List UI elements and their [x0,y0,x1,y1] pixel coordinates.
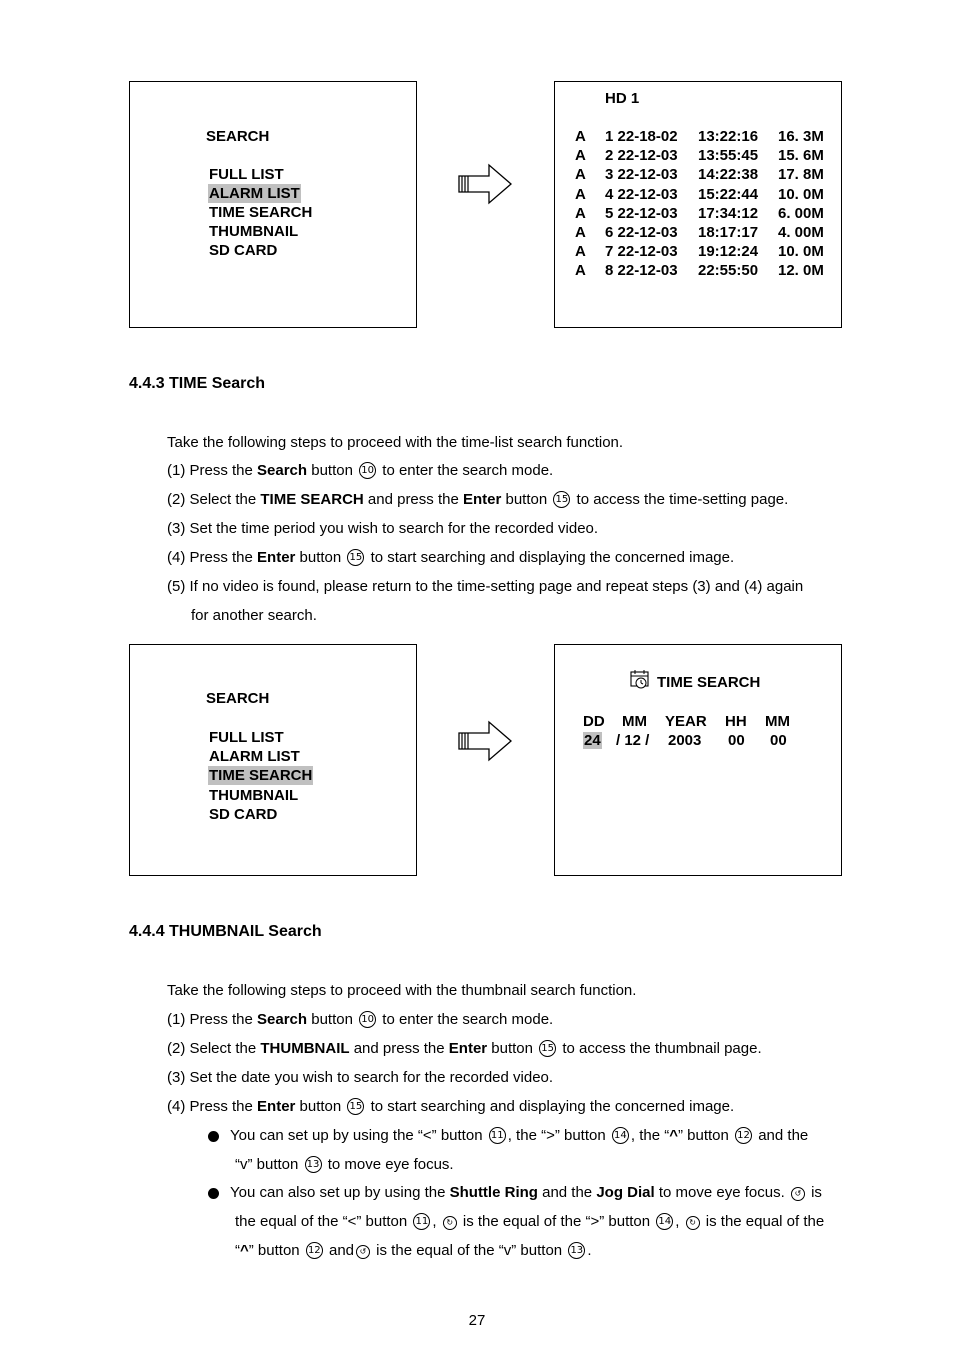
button-10-icon: 10 [359,1011,376,1028]
thumbnail-search-intro: Take the following steps to proceed with the thumbnail search function. [167,982,637,999]
thumbnail-search-step-4: (4) Press the Enter button 15 to start searching and displaying the concerned image. [167,1098,735,1115]
value-month: / 12 / [616,732,650,749]
button-15-icon: 15 [553,491,570,508]
alarm-size: 6. 00M [778,204,824,222]
right-arrow-icon [455,720,515,762]
alarm-list-screen [554,81,842,328]
menu-title: SEARCH [206,690,270,707]
alarm-time: 18:17:17 [698,224,759,241]
alarm-time: 14:22:38 [698,166,759,184]
alarm-size: 10. 0M [778,185,824,203]
value-minute: 00 [770,732,787,749]
alarm-entry: 6 22-12-03 [605,224,678,241]
button-11-icon: 11 [489,1127,506,1144]
alarm-size: 15. 6M [778,147,824,165]
label-minute: MM [765,713,790,730]
shuttle-ring-left-icon: ↺ [791,1187,805,1201]
menu-item-full-list: FULL LIST [209,729,284,746]
bullet-icon [208,1188,219,1199]
time-search-step-1: (1) Press the Search button 10 to enter the search mode. [167,462,554,479]
time-search-step-5-cont: for another search. [191,607,317,624]
alarm-entry: 5 22-12-03 [605,204,678,222]
right-arrow-icon [455,163,515,205]
bullet-1-line-2: “v” button 13 to move eye focus. [235,1156,454,1173]
section-heading-thumbnail-search: 4.4.4 THUMBNAIL Search [129,923,322,940]
time-search-step-4: (4) Press the Enter button 15 to start searching and displaying the concerned image. [167,549,735,566]
value-day: 24 [584,732,601,749]
menu-item-sd-card: SD CARD [209,242,278,259]
thumbnail-search-step-2: (2) Select the THUMBNAIL and press the Enter button 15 to access the thumbnail page. [167,1040,762,1057]
value-hour: 00 [728,732,745,749]
alarm-flag: A [575,262,586,280]
alarm-flag: A [575,204,586,222]
menu-item-thumbnail: THUMBNAIL [209,787,299,804]
alarm-entry: 3 22-12-03 [605,166,678,184]
time-search-title: TIME SEARCH [657,674,761,691]
alarm-entry: 8 22-12-03 [605,262,678,280]
alarm-time: 19:12:24 [698,243,759,261]
shuttle-ring-right-icon: ↻ [443,1216,457,1230]
bullet-icon [208,1131,219,1142]
alarm-flag: A [575,166,586,184]
value-year: 2003 [668,732,702,749]
alarm-flag: A [575,224,586,241]
calendar-clock-icon [629,669,651,691]
alarm-time: 13:22:16 [698,128,759,145]
button-15-icon: 15 [347,549,364,566]
jog-dial-left-icon: ↺ [356,1245,370,1259]
menu-item-time-search: TIME SEARCH [209,767,313,784]
alarm-flag: A [575,243,586,261]
button-12-icon: 12 [735,1127,752,1144]
button-13-icon: 13 [305,1156,322,1173]
menu-item-sd-card: SD CARD [209,806,278,823]
thumbnail-search-step-1: (1) Press the Search button 10 to enter the search mode. [167,1011,554,1028]
button-10-icon: 10 [359,462,376,479]
menu-item-alarm-list: ALARM LIST [209,185,300,202]
alarm-entry: 4 22-12-03 [605,185,678,203]
alarm-size: 10. 0M [778,243,824,261]
bullet-2-line-2: the equal of the “<” button 11 , ↻ is the equal of the “>” button 14 , ↻ is the equal of the [235,1213,825,1230]
alarm-list-title: HD 1 [605,90,640,107]
alarm-entry: 2 22-12-03 [605,147,678,165]
label-dd: DD [583,713,605,730]
alarm-flag: A [575,147,586,165]
alarm-size: 12. 0M [778,262,824,280]
menu-item-alarm-list: ALARM LIST [209,748,300,765]
alarm-flag: A [575,128,586,145]
time-search-intro: Take the following steps to proceed with the time-list search function. [167,434,624,451]
menu-item-time-search: TIME SEARCH [209,204,313,221]
alarm-size: 16. 3M [778,128,824,145]
time-search-step-3: (3) Set the time period you wish to search for the recorded video. [167,520,599,537]
time-search-step-2: (2) Select the TIME SEARCH and press the Enter button 15 to access the time-setting page. [167,491,789,508]
alarm-time: 17:34:12 [698,204,759,222]
alarm-flag: A [575,185,586,203]
search-menu-screen-1 [129,81,417,328]
alarm-time: 15:22:44 [698,185,759,203]
menu-item-thumbnail: THUMBNAIL [209,223,299,240]
menu-title: SEARCH [206,128,270,145]
button-15-icon: 15 [347,1098,364,1115]
bullet-2-line-3: “^” button 12 and ↺ is the equal of the “v” button 13 . [235,1242,592,1259]
alarm-size: 17. 8M [778,166,824,184]
time-search-step-5: (5) If no video is found, please return to the time-setting page and repeat steps (3) and (4) again [167,578,804,595]
search-menu-screen-2 [129,644,417,876]
thumbnail-search-step-3: (3) Set the date you wish to search for the recorded video. [167,1069,554,1086]
bullet-1-line-1: You can set up by using the “<” button 11 , the “>” button 14 , the “^” button 12 and the [230,1127,809,1144]
alarm-entry: 1 22-18-02 [605,128,678,145]
section-heading-time-search: 4.4.3 TIME Search [129,375,266,392]
menu-item-full-list: FULL LIST [209,166,284,183]
alarm-size: 4. 00M [778,224,824,241]
button-15-icon: 15 [539,1040,556,1057]
button-14-icon: 14 [656,1213,673,1230]
alarm-entry: 7 22-12-03 [605,243,678,261]
page-number: 27 [468,1312,486,1329]
alarm-time: 22:55:50 [698,262,759,280]
time-search-screen [554,644,842,876]
label-month: MM [622,713,647,730]
button-13-icon: 13 [568,1242,585,1259]
jog-dial-right-icon: ↻ [686,1216,700,1230]
button-14-icon: 14 [612,1127,629,1144]
button-12-icon: 12 [306,1242,323,1259]
label-year: YEAR [665,713,707,730]
button-11-icon: 11 [413,1213,430,1230]
label-hh: HH [725,713,747,730]
bullet-2-line-1: You can also set up by using the Shuttle Ring and the Jog Dial to move eye focus. ↺ is [230,1184,822,1201]
alarm-time: 13:55:45 [698,147,759,165]
